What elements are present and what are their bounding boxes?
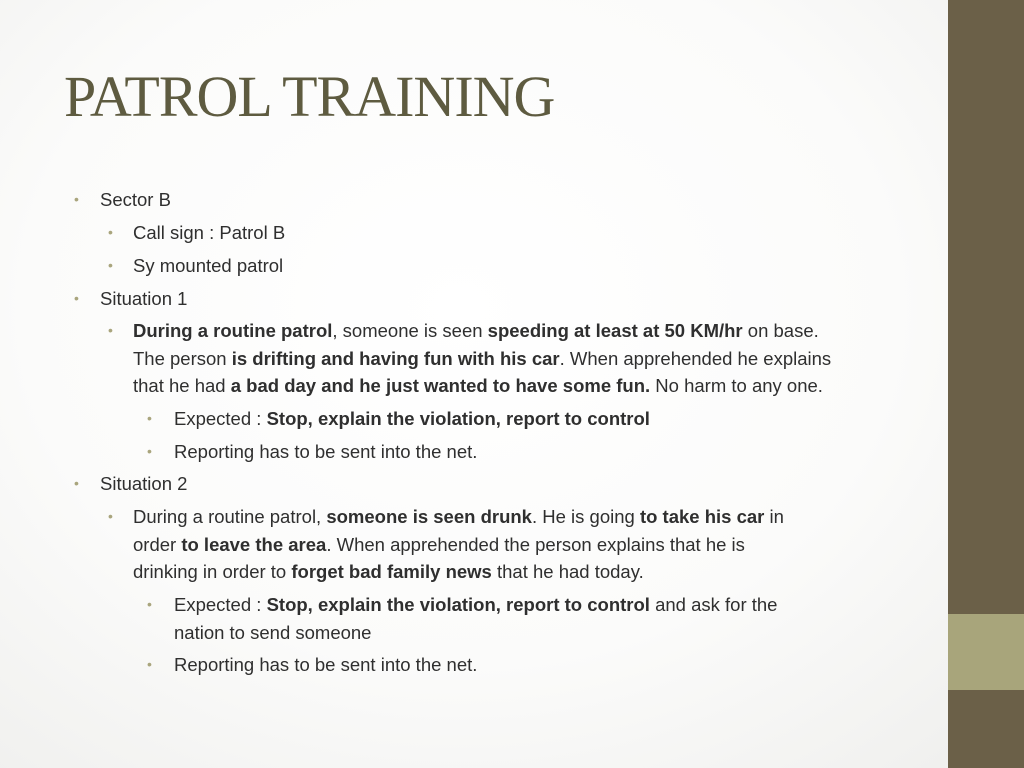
desc-text: forget bad family news	[291, 561, 492, 582]
desc-text: During a routine patrol,	[133, 506, 327, 527]
expected-suffix: and ask for the	[649, 594, 778, 615]
desc-text: in	[764, 506, 784, 527]
slide-title: PATROL TRAINING	[64, 64, 555, 129]
situation-1-reporting	[147, 438, 478, 466]
expected-action: Stop, explain the violation, report to control	[266, 594, 650, 615]
bullet-icon: •	[108, 508, 113, 524]
desc-line	[133, 558, 923, 586]
bullet-icon: •	[108, 322, 113, 338]
expected-prefix: Expected :	[174, 594, 267, 615]
desc-text: to leave the area	[181, 533, 327, 555]
bullet-icon: •	[74, 475, 79, 491]
situation-2-label: Situation 2	[100, 473, 188, 494]
bullet-icon: •	[108, 224, 113, 240]
side-accent-square	[948, 614, 1024, 690]
list-item-situation-1	[74, 285, 188, 313]
desc-text: . When apprehended he explains	[559, 347, 832, 369]
desc-line	[133, 372, 923, 400]
situation-2-reporting	[147, 651, 478, 679]
bullet-icon: •	[147, 410, 152, 426]
desc-text: to take his car	[639, 506, 765, 527]
list-item-sector	[74, 186, 171, 214]
desc-text: . When apprehended the person explains that he is	[326, 533, 745, 555]
reporting-text: Reporting has to be sent into the net.	[174, 654, 478, 675]
desc-line	[133, 345, 923, 373]
desc-text: order	[133, 533, 182, 555]
desc-text: a bad day and he just wanted to have some fun.	[230, 375, 651, 396]
desc-text: No harm to any one.	[650, 375, 823, 396]
desc-text: that he had	[133, 375, 231, 396]
desc-text: is drifting and having fun with his car	[231, 347, 560, 369]
bullet-icon: •	[147, 596, 152, 612]
desc-text: The person	[133, 347, 232, 369]
desc-line	[174, 591, 914, 619]
bullet-icon: •	[147, 443, 152, 459]
bullet-icon: •	[74, 290, 79, 306]
desc-line	[133, 503, 923, 531]
expected-prefix: Expected :	[174, 408, 267, 429]
bullet-icon: •	[74, 191, 79, 207]
situation-1-label: Situation 1	[100, 288, 188, 309]
desc-text: that he had today.	[491, 561, 644, 582]
list-item-call-sign	[108, 219, 286, 247]
situation-2-expected	[147, 591, 914, 646]
list-item-patrol-type	[108, 252, 284, 280]
desc-text: drinking in order to	[133, 561, 292, 582]
desc-text: During a routine patrol	[133, 320, 333, 341]
desc-line	[174, 619, 914, 647]
desc-text: , someone is seen	[332, 320, 488, 341]
expected-action: Stop, explain the violation, report to control	[266, 408, 650, 429]
situation-1-expected	[147, 405, 650, 433]
sector-label: Sector B	[100, 189, 171, 210]
desc-text: someone is seen drunk	[326, 506, 532, 527]
reporting-text: Reporting has to be sent into the net.	[174, 441, 478, 462]
desc-line	[133, 317, 923, 345]
situation-2-description	[108, 503, 923, 586]
desc-text: speeding at least at 50 KM/hr	[487, 320, 743, 341]
bullet-icon: •	[108, 257, 113, 273]
desc-text: . He is going	[531, 506, 640, 527]
desc-text: on base.	[742, 320, 819, 341]
list-item-situation-2	[74, 470, 188, 498]
bullet-icon: •	[147, 656, 152, 672]
situation-1-description	[108, 317, 923, 400]
patrol-type-text: Sy mounted patrol	[133, 255, 284, 276]
call-sign-text: Call sign : Patrol B	[133, 222, 286, 243]
expected-line-2: nation to send someone	[174, 621, 372, 643]
desc-line	[133, 531, 923, 559]
